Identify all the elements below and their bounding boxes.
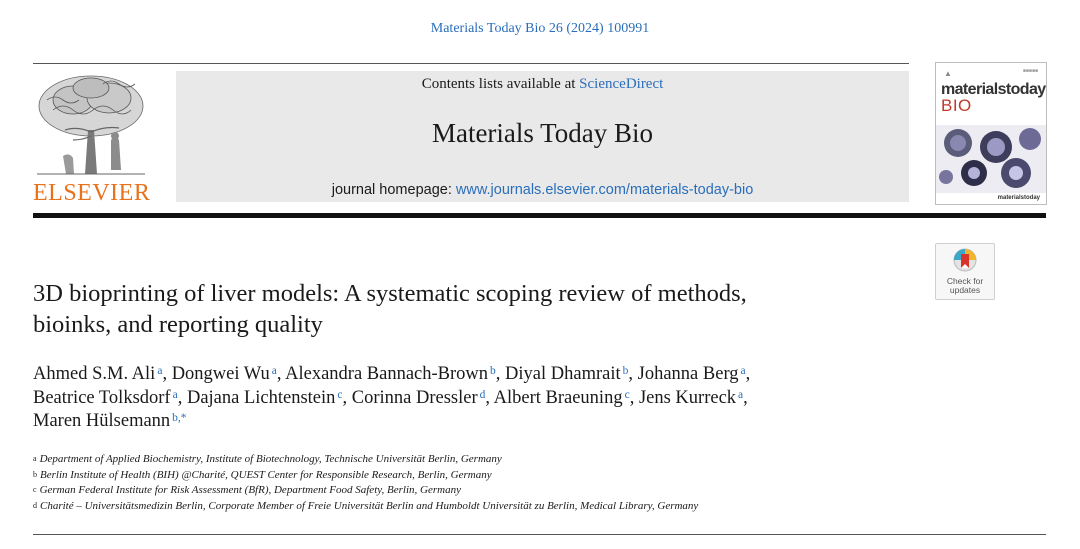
author-affiliation-marker[interactable]: b	[622, 365, 629, 377]
author-affiliation-marker[interactable]: d	[479, 388, 486, 401]
author-name[interactable]: Jens Kurreck	[638, 387, 737, 408]
contents-line	[176, 76, 909, 93]
affiliation-text: Department of Applied Biochemistry, Institute of Biotechnology, Technische Universität Berlin, Germany	[39, 453, 502, 465]
author-affiliation-marker[interactable]: c	[624, 388, 630, 401]
cover-footer: materialstoday	[997, 195, 1040, 201]
author-affiliation-marker[interactable]: a	[271, 365, 277, 377]
cover-artwork-icon	[936, 125, 1046, 193]
homepage-line	[176, 182, 909, 198]
bottom-divider	[33, 534, 1046, 535]
elsevier-logo[interactable]	[33, 70, 149, 205]
author-separator: ,	[342, 387, 352, 408]
author-affiliation-marker[interactable]: a	[157, 365, 163, 377]
author-name[interactable]: Johanna Berg	[637, 364, 739, 384]
cover-publisher-icon: ▲	[944, 69, 952, 78]
author-separator: ,	[628, 364, 638, 384]
author-affiliation-marker[interactable]: b	[490, 365, 496, 377]
affiliation-key: a	[33, 454, 37, 463]
affiliation-key: c	[33, 485, 37, 494]
author-affiliation-marker[interactable]: b,*	[172, 412, 187, 424]
author-name[interactable]: Diyal Dhamrait	[505, 364, 621, 384]
author-name[interactable]: Albert Braeuning	[493, 387, 623, 408]
article-title-line2: bioinks, and reporting quality	[33, 311, 323, 338]
elsevier-wordmark: ELSEVIER	[33, 180, 151, 206]
author-name[interactable]: Alexandra Bannach-Brown	[285, 364, 489, 384]
author-separator: ,	[495, 364, 506, 384]
cover-brand: materialstoday	[941, 81, 1046, 98]
top-divider	[33, 63, 909, 64]
journal-title: Materials Today Bio	[431, 118, 654, 148]
crossmark-icon	[953, 248, 977, 274]
author-name[interactable]: Dajana Lichtenstein	[186, 387, 336, 408]
check-updates-line2: updates	[949, 285, 981, 295]
author-name[interactable]: Beatrice Tolksdorf	[33, 387, 171, 408]
affiliation-item	[33, 452, 1033, 468]
journal-citation[interactable]: Materials Today Bio 26 (2024) 100991	[430, 21, 650, 36]
check-updates-line1: Check for	[946, 276, 984, 286]
author-name[interactable]: Corinna Dressler	[351, 387, 478, 408]
author-affiliation-marker[interactable]: a	[172, 388, 178, 401]
check-updates-label	[936, 277, 994, 295]
author-name[interactable]: Maren Hülsemann	[33, 411, 171, 431]
journal-homepage-link[interactable]: www.journals.elsevier.com/materials-today-bio	[455, 182, 754, 198]
author-separator: ,	[629, 387, 639, 408]
affiliation-key: b	[33, 469, 37, 479]
author-separator: ,	[485, 387, 494, 408]
affiliation-text: Berlin Institute of Health (BIH) @Charité, QUEST Center for Responsible Research, Berlin, Germany	[40, 468, 492, 481]
author-separator: ,	[745, 364, 751, 384]
author-name[interactable]: Dongwei Wu	[171, 364, 270, 384]
article-title	[33, 278, 913, 340]
article-title-line1: 3D bioprinting of liver models: A systematic scoping review of methods,	[33, 280, 747, 307]
affiliation-item	[33, 483, 1033, 499]
elsevier-tree-icon	[33, 70, 149, 178]
author-separator: ,	[177, 387, 187, 408]
author-separator: ,	[276, 364, 286, 384]
affiliation-item	[33, 499, 1033, 515]
author-affiliation-marker[interactable]: a	[740, 365, 746, 377]
sciencedirect-link[interactable]: ScienceDirect	[579, 76, 664, 92]
author-affiliation-marker[interactable]: c	[337, 388, 343, 401]
author-list	[33, 363, 933, 434]
cover-sub: BIO	[941, 96, 972, 115]
affiliation-text: German Federal Institute for Risk Assessment (BfR), Department Food Safety, Berlin, Germany	[39, 484, 461, 496]
journal-header	[176, 71, 909, 202]
affiliation-text: Charité – Universitätsmedizin Berlin, Corporate Member of Freie Universität Berlin and Humboldt Universität zu Berlin, Medical Library, Germany	[40, 499, 699, 512]
author-separator: ,	[743, 387, 748, 408]
affiliation-list	[33, 452, 1033, 514]
homepage-prefix: journal homepage:	[331, 182, 456, 198]
cover-issn-mark: ■■■■■	[1022, 68, 1038, 74]
affiliation-item	[33, 468, 1033, 484]
contents-prefix: Contents lists available at	[421, 76, 580, 92]
author-name[interactable]: Ahmed S.M. Ali	[33, 364, 156, 384]
affiliation-key: d	[33, 500, 37, 510]
author-separator: ,	[162, 364, 172, 384]
header-divider	[33, 213, 1046, 218]
author-affiliation-marker[interactable]: a	[738, 388, 744, 401]
journal-cover-thumbnail[interactable]	[935, 62, 1047, 205]
check-for-updates-button[interactable]	[935, 243, 995, 300]
